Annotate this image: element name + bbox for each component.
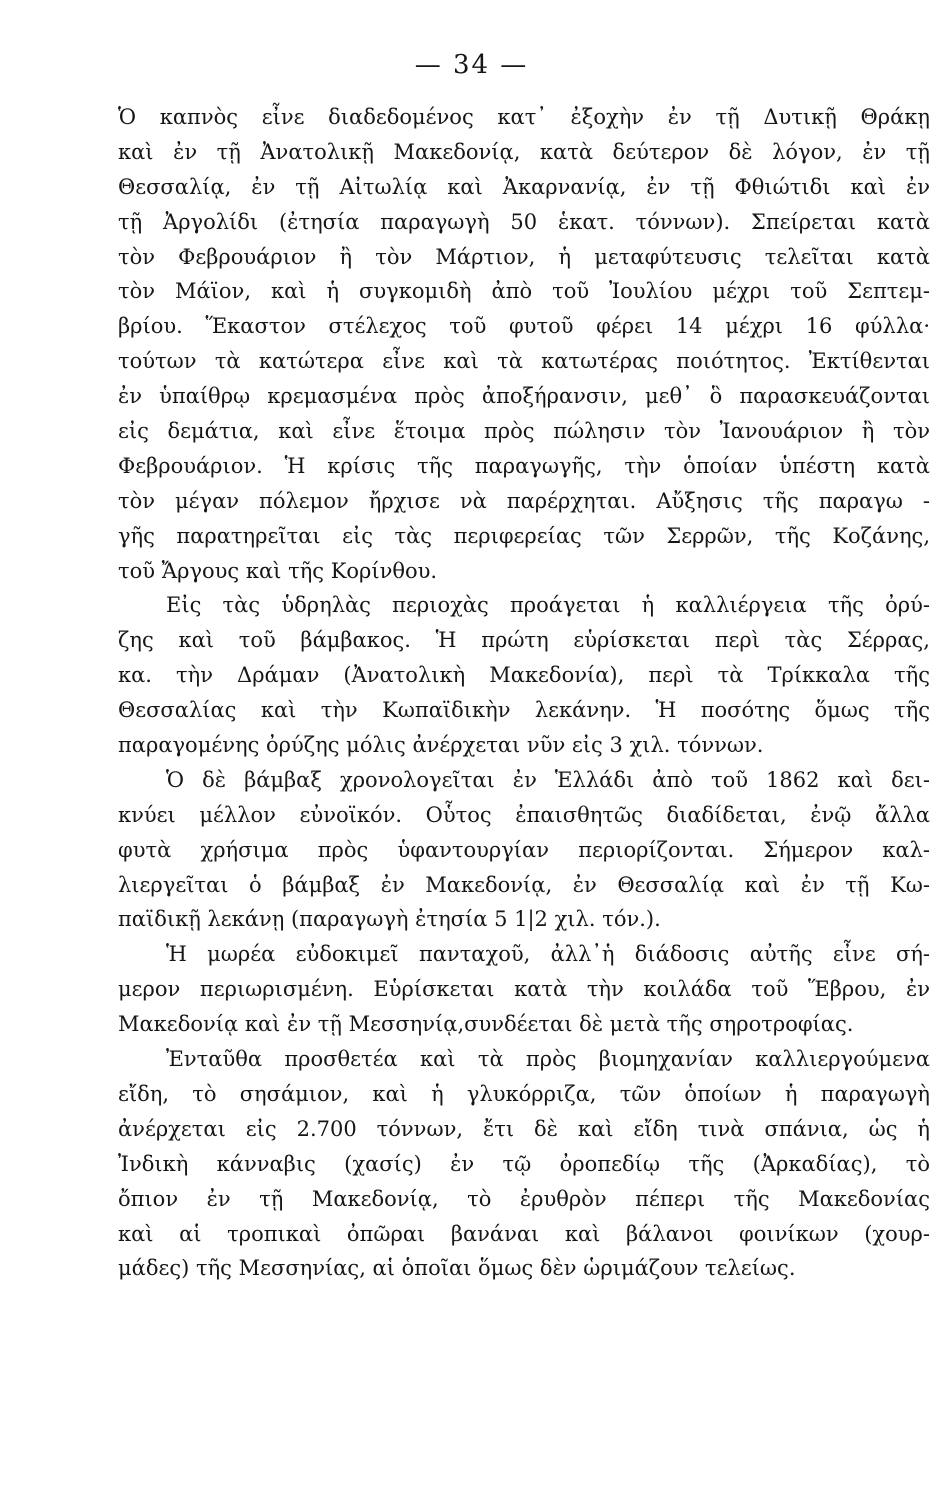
text-line: Ὁ καπνὸς εἶνε διαδεδομένος κατ᾽ ἐξοχὴν ἐν τῇ Δυτικῇ Θράκῃ (118, 105, 930, 129)
text-line: τούτων τὰ κατώτερα εἶνε καὶ τὰ κατωτέρας ποιότητος. Ἐκτίθενται (118, 349, 930, 374)
text-line: τὸν Φεβρουάριον ἢ τὸν Μάρτιον, ἡ μεταφύτευσις τελεῖται κατὰ (118, 244, 930, 269)
text-line: ὄπιον ἐν τῇ Μακεδονίᾳ, τὸ ἐρυθρὸν πέπερι τῆς Μακεδονίας (118, 1186, 930, 1211)
text-line: παϊδικῇ λεκάνῃ (παραγωγὴ ἐτησία 5 1|2 χιλ. τόν.). (118, 907, 661, 932)
text-line: τοῦ Ἄργους καὶ τῆς Κορίνθου. (118, 558, 438, 583)
text-line: καὶ ἐν τῇ Ἀνατολικῇ Μακεδονίᾳ, κατὰ δεύτερον δὲ λόγον, ἐν τῇ (118, 139, 930, 164)
text-line: ἀνέρχεται εἰς 2.700 τόννων, ἔτι δὲ καὶ εἴδη τινὰ σπάνια, ὡς ἡ (118, 1116, 930, 1141)
text-line: Ὁ δὲ βάμβαξ χρονολογεῖται ἐν Ἑλλάδι ἀπὸ τοῦ 1862 καὶ δει- (166, 767, 930, 792)
text-line: τὸν Μάϊον, καὶ ἡ συγκομιδὴ ἀπὸ τοῦ Ἰουλίου μέχρι τοῦ Σεπτεμ- (118, 279, 930, 304)
text-line: μάδες) τῆς Μεσσηνίας, αἱ ὁποῖαι ὅμως δὲν ὡριμάζουν τελείως. (118, 1256, 796, 1281)
page-number: — 34 — (414, 50, 529, 80)
text-line: βρίου. Ἕκαστον στέλεχος τοῦ φυτοῦ φέρει 14 μέχρι 16 φύλλα· (118, 314, 930, 339)
text-line: Ἐνταῦθα προσθετέα καὶ τὰ πρὸς βιομηχανίαν καλλιεργούμενα (166, 1047, 930, 1072)
text-line: φυτὰ χρήσιμα πρὸς ὑφαντουργίαν περιορίζονται. Σήμερον καλ- (118, 837, 930, 862)
text-line: κνύει μέλλον εὐνοϊκόν. Οὗτος ἐπαισθητῶς διαδίδεται, ἐνῷ ἄλλα (118, 802, 930, 827)
text-line: εἰς δεμάτια, καὶ εἶνε ἕτοιμα πρὸς πώλησιν τὸν Ἰανουάριον ἢ τὸν (118, 419, 930, 444)
text-line: γῆς παρατηρεῖται εἰς τὰς περιφερείας τῶν Σερρῶν, τῆς Κοζάνης, (118, 523, 930, 548)
body-text (118, 100, 930, 1286)
text-line: Θεσσαλίᾳ, ἐν τῇ Αἰτωλίᾳ καὶ Ἀκαρνανίᾳ, ἐν τῇ Φθιώτιδι καὶ ἐν (118, 174, 930, 199)
text-line: κα. τὴν Δράμαν (Ἀνατολικὴ Μακεδονία), περὶ τὰ Τρίκκαλα τῆς (118, 663, 930, 688)
text-line: Ἡ μωρέα εὐδοκιμεῖ πανταχοῦ, ἀλλ᾽ἡ διάδοσις αὐτῆς εἶνε σή- (166, 942, 930, 967)
text-line: τὸν μέγαν πόλεμον ἤρχισε νὰ παρέρχηται. Αὔξησις τῆς παραγω - (118, 488, 930, 513)
text-line: ζης καὶ τοῦ βάμβακος. Ἡ πρώτη εὑρίσκεται περὶ τὰς Σέρρας, (118, 628, 930, 653)
text-line: λιεργεῖται ὁ βάμβαξ ἐν Μακεδονίᾳ, ἐν Θεσσαλίᾳ καὶ ἐν τῇ Κω- (118, 872, 930, 897)
text-line: ἐν ὑπαίθρῳ κρεμασμένα πρὸς ἀποξήρανσιν, μεθ᾽ ὃ παρασκευάζονται (118, 384, 930, 409)
text-line: εἴδη, τὸ σησάμιον, καὶ ἡ γλυκόρριζα, τῶν ὁποίων ἡ παραγωγὴ (118, 1081, 930, 1106)
text-line: τῇ Ἀργολίδι (ἐτησία παραγωγὴ 50 ἑκατ. τόννων). Σπείρεται κατὰ (118, 209, 930, 234)
text-line: παραγομένης ὀρύζης μόλις ἀνέρχεται νῦν εἰς 3 χιλ. τόννων. (118, 733, 764, 758)
text-line: Εἰς τὰς ὑδρηλὰς περιοχὰς προάγεται ἡ καλλιέργεια τῆς ὀρύ- (166, 593, 930, 618)
text-line: μερον περιωρισμένη. Εὑρίσκεται κατὰ τὴν κοιλάδα τοῦ Ἕβρου, ἐν (118, 977, 930, 1002)
text-line: Μακεδονίᾳ καὶ ἐν τῇ Μεσσηνίᾳ,συνδέεται δὲ μετὰ τῆς σηροτροφίας. (118, 1012, 854, 1037)
text-line: Θεσσαλίας καὶ τὴν Κωπαϊδικὴν λεκάνην. Ἡ ποσότης ὅμως τῆς (118, 698, 930, 723)
text-line: Φεβρουάριον. Ἡ κρίσις τῆς παραγωγῆς, τὴν ὁποίαν ὑπέστη κατὰ (118, 453, 930, 478)
text-line: Ἰνδικὴ κάνναβις (χασίς) ἐν τῷ ὀροπεδίῳ τῆς (Ἀρκαδίας), τὸ (118, 1151, 930, 1176)
text-line: καὶ αἱ τροπικαὶ ὀπῶραι βανάναι καὶ βάλανοι φοινίκων (χουρ- (118, 1221, 930, 1246)
